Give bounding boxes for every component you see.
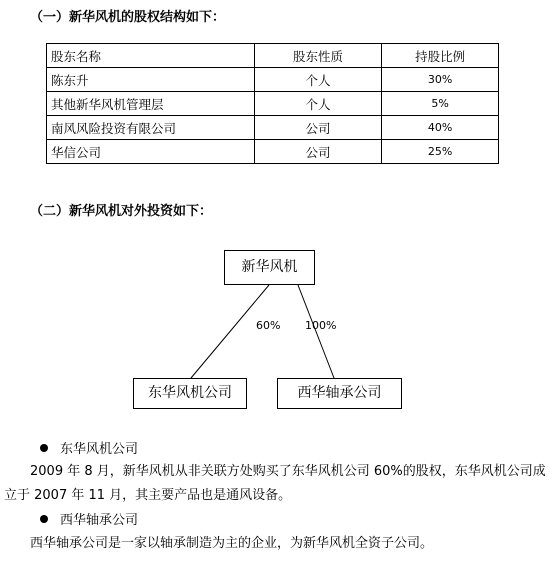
node-right-subsidiary: 西华轴承公司 <box>277 378 402 409</box>
cell-name: 南风风险投资有限公司 <box>47 116 255 140</box>
bullet-item-west <box>40 509 138 528</box>
cell-share: 40% <box>382 116 499 140</box>
section2-heading: （二）新华风机对外投资如下： <box>30 204 213 219</box>
cell-share: 5% <box>382 92 499 116</box>
cell-name: 陈东升 <box>47 68 255 92</box>
node-left-subsidiary: 东华风机公司 <box>133 378 247 409</box>
cell-type: 公司 <box>254 116 382 140</box>
cell-name: 其他新华风机管理层 <box>47 92 255 116</box>
header-share-ratio: 持股比例 <box>382 44 499 68</box>
node-parent-company: 新华风机 <box>224 250 315 285</box>
edge-label-left-pct: 60% <box>256 319 281 332</box>
cell-type: 个人 <box>254 92 382 116</box>
cell-type: 公司 <box>254 140 382 164</box>
cell-share: 30% <box>382 68 499 92</box>
header-shareholder-type: 股东性质 <box>254 44 382 68</box>
bullet-label: 西华轴承公司 <box>60 513 139 528</box>
cell-share: 25% <box>382 140 499 164</box>
header-shareholder-name: 股东名称 <box>47 44 255 68</box>
edge-label-right-pct: 100% <box>305 319 337 332</box>
cell-type: 个人 <box>254 68 382 92</box>
bullet-dot-icon <box>40 444 48 452</box>
paragraph-line: 西华轴承公司是一家以轴承制造为主的企业，为新华风机全资子公司。 <box>30 536 434 551</box>
bullet-item-east <box>40 438 138 457</box>
cell-name: 华信公司 <box>47 140 255 164</box>
section1-heading: （一）新华风机的股权结构如下： <box>30 10 226 25</box>
bullet-dot-icon <box>40 515 48 523</box>
paragraph-line: 立于 2007 年 11 月，其主要产品也是通风设备。 <box>4 488 292 503</box>
bullet-label: 东华风机公司 <box>60 442 139 457</box>
paragraph-line: 2009 年 8 月，新华风机从非关联方处购买了东华风机公司 60%的股权，东华风机公司成 <box>30 464 546 479</box>
